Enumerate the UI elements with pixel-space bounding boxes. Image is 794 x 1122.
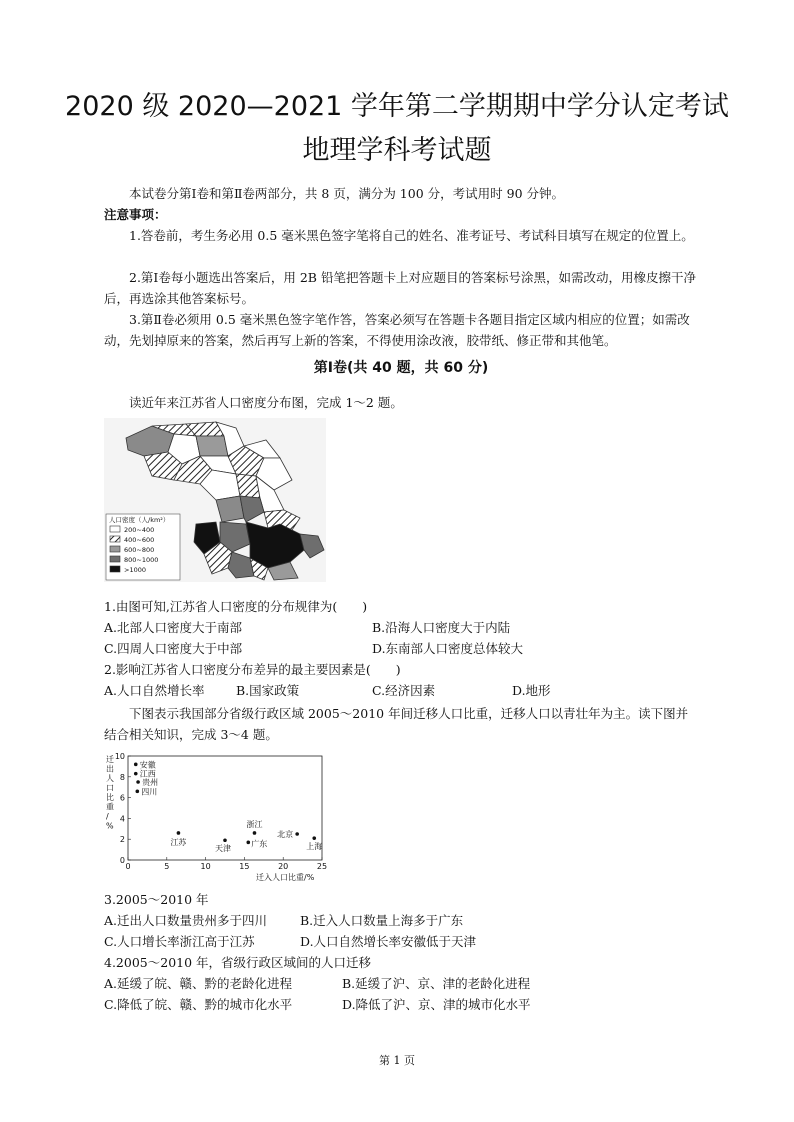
question-4-option-a: A.延缓了皖、赣、黔的老龄化进程	[104, 976, 293, 991]
question-1-option-d: D.东南部人口密度总体较大	[372, 641, 524, 656]
map-legend	[106, 514, 180, 580]
legend-label: 600~800	[124, 546, 155, 554]
point-label: 上海	[306, 842, 323, 852]
point-label: 贵州	[142, 778, 159, 787]
migration-scatter-chart	[100, 748, 340, 884]
notice-heading: 注意事项：	[104, 207, 167, 222]
point-label: 江苏	[170, 837, 187, 847]
point-label: 天津	[215, 844, 231, 854]
x-tick-label: 20	[278, 862, 289, 871]
question-4-stem: 4.2005～2010 年，省级行政区域间的人口迁移	[104, 955, 372, 970]
chart-x-axis-label: 迁入人口比重/%	[256, 873, 315, 882]
legend-title: 人口密度（人/km²）	[109, 516, 170, 524]
y-tick-label: 2	[119, 835, 125, 845]
chart-intro: 下图表示我国部分省级行政区域 2005～2010 年间迁移人口比重，迁移人口以青壮年为主。读下图并结合相关知识，完成 3～4 题。	[104, 706, 689, 742]
question-3-stem: 3.2005～2010 年	[104, 892, 209, 907]
x-tick-label: 15	[239, 862, 250, 871]
scatter-point	[134, 763, 138, 767]
point-label: 四川	[141, 787, 158, 797]
x-tick-label: 10	[200, 862, 211, 871]
scatter-point	[312, 836, 316, 840]
scatter-point	[134, 772, 138, 776]
question-3-option-b: B.迁入人口数量上海多于广东	[300, 913, 464, 928]
scatter-point	[136, 790, 140, 794]
question-3-option-c: C.人口增长率浙江高于江苏	[104, 934, 255, 949]
question-1-stem: 1.由图可知,江苏省人口密度的分布规律为( )	[104, 599, 368, 614]
notice-item: 3.第Ⅱ卷必须用 0.5 毫米黑色签字笔作答，答案必须写在答题卡各题目指定区域内相应的位置；如需改动，先划掉原来的答案，然后再写上新的答案，不得使用涂改液，胶带纸、修正带和其他笔。	[104, 312, 690, 348]
legend-label: >1000	[124, 566, 146, 574]
exam-title: 2020 级 2020—2021 学年第二学期期中学分认定考试	[65, 91, 729, 122]
question-2-stem: 2.影响江苏省人口密度分布差异的最主要因素是( )	[104, 662, 401, 677]
x-tick-label: 0	[125, 862, 131, 871]
section-heading: 第Ⅰ卷(共 40 题，共 60 分)	[313, 360, 489, 376]
question-1-option-c: C.四周人口密度大于中部	[104, 641, 243, 656]
legend-label: 400~600	[124, 536, 155, 544]
y-tick-label: 0	[119, 856, 125, 865]
question-2-option-d: D.地形	[512, 683, 551, 698]
scatter-point	[246, 841, 250, 845]
question-1-option-b: B.沿海人口密度大于内陆	[372, 620, 511, 635]
scatter-point	[253, 831, 257, 835]
x-tick-label: 25	[316, 862, 328, 871]
y-tick-label: 10	[114, 752, 125, 761]
y-tick-label: 8	[119, 772, 125, 782]
legend-label: 800~1000	[124, 556, 159, 564]
scatter-point	[223, 838, 227, 842]
question-3-option-d: D.人口自然增长率安徽低于天津	[300, 934, 477, 949]
question-2-option-c: C.经济因素	[372, 683, 436, 698]
question-3-option-a: A.迁出人口数量贵州多于四川	[104, 913, 268, 928]
legend-label: 200~400	[124, 526, 155, 534]
point-label: 安徽	[139, 760, 156, 770]
scatter-point	[177, 831, 181, 835]
point-label: 江西	[139, 769, 156, 779]
point-label: 广东	[251, 839, 268, 849]
map-region	[196, 436, 228, 456]
point-label: 浙江	[246, 819, 263, 829]
y-tick-label: 6	[119, 793, 125, 803]
population-density-map	[104, 418, 326, 582]
scatter-point	[136, 780, 140, 784]
chart-y-axis-label: 迁出人口比重/ %	[106, 755, 114, 831]
notice-item: 1.答卷前，考生务必用 0.5 毫米黑色签字笔将自己的姓名、准考证号、考试科目填写在规定的位置上。	[129, 228, 694, 243]
intro-text: 本试卷分第Ⅰ卷和第Ⅱ卷两部分，共 8 页，满分为 100 分，考试用时 90 分钟。	[129, 186, 564, 201]
question-4-option-d: D.降低了沪、京、津的城市化水平	[342, 997, 531, 1012]
x-tick-label: 5	[164, 862, 170, 871]
scatter-point	[295, 832, 299, 836]
question-4-option-c: C.降低了皖、赣、黔的城市化水平	[104, 997, 293, 1012]
map-intro: 读近年来江苏省人口密度分布图，完成 1～2 题。	[129, 395, 403, 410]
question-4-option-b: B.延缓了沪、京、津的老龄化进程	[342, 976, 531, 991]
y-tick-label: 4	[119, 814, 125, 824]
question-1-option-a: A.北部人口密度大于南部	[104, 620, 243, 635]
page-number: 第 1 页	[379, 1054, 415, 1067]
exam-subtitle: 地理学科考试题	[302, 135, 492, 166]
notice-item: 2.第Ⅰ卷每小题选出答案后，用 2B 铅笔把答题卡上对应题目的答案标号涂黑，如需改动，用橡皮擦干净后，再选涂其他答案标号。	[104, 270, 696, 306]
point-label: 北京	[277, 830, 294, 839]
question-2-option-b: B.国家政策	[236, 683, 300, 698]
question-2-option-a: A.人口自然增长率	[104, 683, 205, 698]
